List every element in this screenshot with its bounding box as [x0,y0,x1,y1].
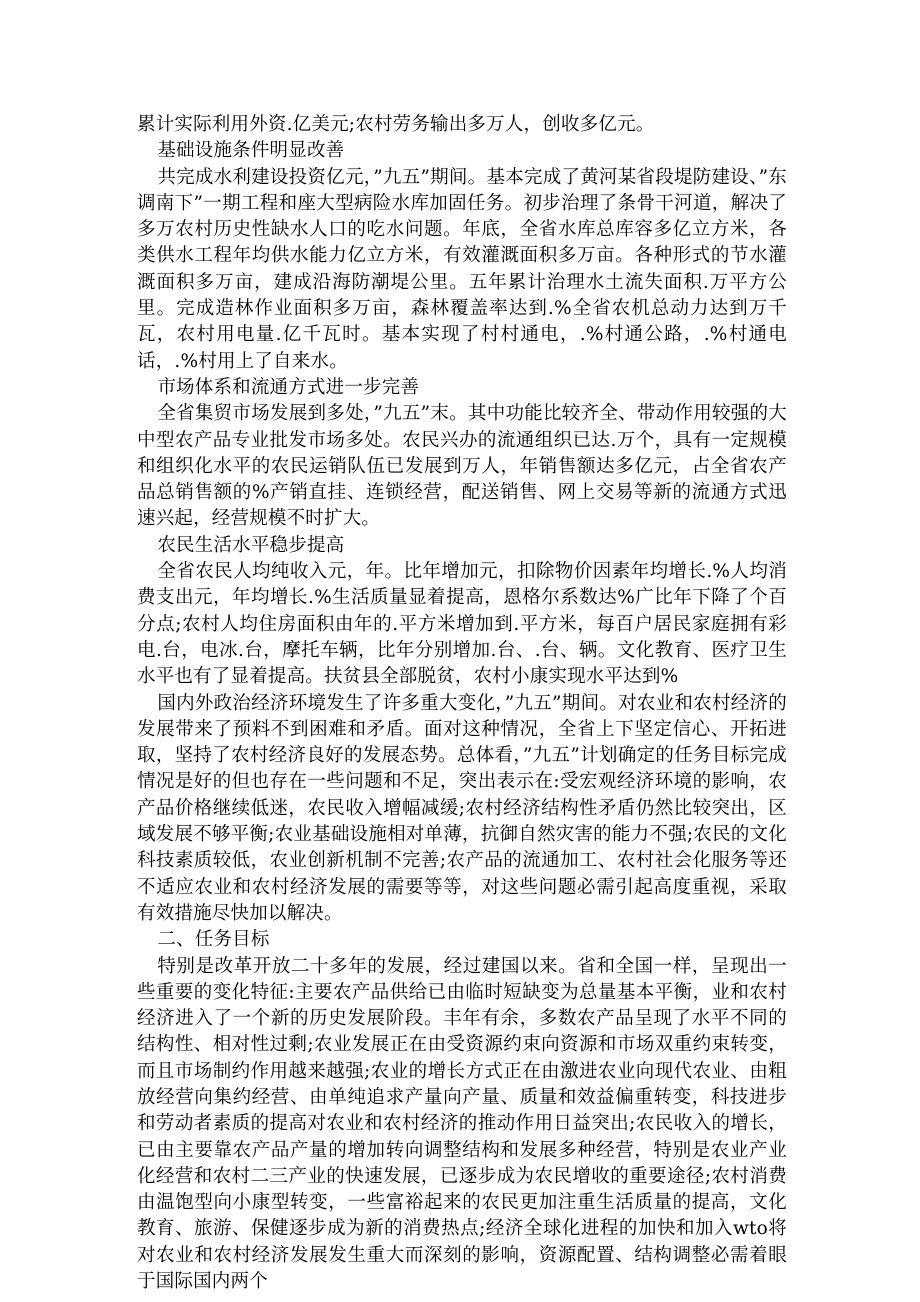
document-page [137,112,787,1295]
paragraph-infrastructure: 共完成水利建设投资亿元，”九五”期间。基本完成了黄河某省段堤防建设、”东调南下”一期工程和座大型病险水库加固任务。初步治理了条骨干河道，解决了多万农村历史性缺水人口的吃水问题。年底，全省水库总库容多亿立方米，各类供水工程年均供水能力亿立方米，有效灌溉面积多万亩。各种形式的节水灌溉面积多万亩，建成沿海防潮堤公里。五年累计治理水土流失面积.万平方公里。完成造林作业面积多万亩，森林覆盖率达到.%全省农机总动力达到万千瓦，农村用电量.亿千瓦时。基本实现了村村通电，.%村通公路，.%村通电话，.%村用上了自来水。 [137,166,787,372]
heading-task-goals: 二、任务目标 [157,929,270,951]
paragraph-task-goals: 特别是改革开放二十多年的发展，经过建国以来。省和全国一样，呈现出一些重要的变化特征:主要农产品供给已由临时短缺变为总量基本平衡，业和农村经济进入了一个新的历史发展阶段。丰年有余，多数农产品呈现了水平不同的结构性、相对性过剩;农业发展正在由受资源约束向资源和市场双重约束转变，而且市场制约作用越来越强;农业的增长方式正在由激进农业向现代农业、由粗放经营向集约经营、由单纯追求产量向产量、质量和效益偏重转变，科技进步和劳动者素质的提高对农业和农村经济的推动作用日益突出;农民收入的增长，已由主要靠农产品产量的增加转向调整结构和发展多种经营，特别是农业产业化经营和农村二三产业的快速发展，已逐步成为农民增收的重要途径;农村消费由温饱型向小康型转变，一些富裕起来的农民更加注重生活质量的提高，文化教育、旅游、保健逐步成为新的消费热点;经济全球化进程的加快和加入wto将对农业和农村经济发展发生重大而深刻的影响，资源配置、结构调整必需着眼于国际国内两个 [137,955,787,1293]
paragraph-living-standard: 全省农民人均纯收入元，年。比年增加元，扣除物价因素年均增长.%人均消费支出元，年均增长.%生活质量显着提高，恩格尔系数达%广比年下降了个百分点;农村人均住房面积由年的.平方米增加到.平方米，每百户居民家庭拥有彩电.台，电冰.台，摩托车辆，比年分别增加.台、.台、辆。文化教育、医疗卫生水平也有了显着提高。扶贫县全部脱贫，农村小康实现水平达到% [137,561,787,688]
heading-living-standard: 农民生活水平稳步提高 [157,534,345,556]
heading-market-system: 市场体系和流通方式进一步完善 [157,376,420,398]
paragraph-problems: 国内外政治经济环境发生了许多重大变化，”九五”期间。对农业和农村经济的发展带来了预料不到困难和矛盾。面对这种情况，全省上下坚定信心、开拓进取，坚持了农村经济良好的发展态势。总体看，”九五”计划确定的任务目标完成情况是好的但也存在一些问题和不足，突出表示在:受宏观经济环境的影响，农产品价格继续低迷，农民收入增幅减缓;农村经济结构性矛盾仍然比较突出，区域发展不够平衡;农业基础设施相对单薄，抗御自然灾害的能力不强;农民的文化科技素质较低，农业创新机制不完善;农产品的流通加工、农村社会化服务等还不适应农业和农村经济发展的需要等等，对这些问题必需引起高度重视，采取有效措施尽快加以解决。 [137,692,787,924]
paragraph-market-system: 全省集贸市场发展到多处，”九五”末。其中功能比较齐全、带动作用较强的大中型农产品专业批发市场多处。农民兴办的流通组织已达.万个，具有一定规模和组织化水平的农民运销队伍已发展到万人，年销售额达多亿元，占全省农产品总销售额的%产销直挂、连锁经营，配送销售、网上交易等新的流通方式迅速兴起，经营规模不时扩大。 [137,403,787,530]
heading-infrastructure: 基础设施条件明显改善 [157,140,345,162]
paragraph-foreign-investment: 累计实际利用外资.亿美元;农村劳务输出多万人，创收多亿元。 [137,114,655,135]
